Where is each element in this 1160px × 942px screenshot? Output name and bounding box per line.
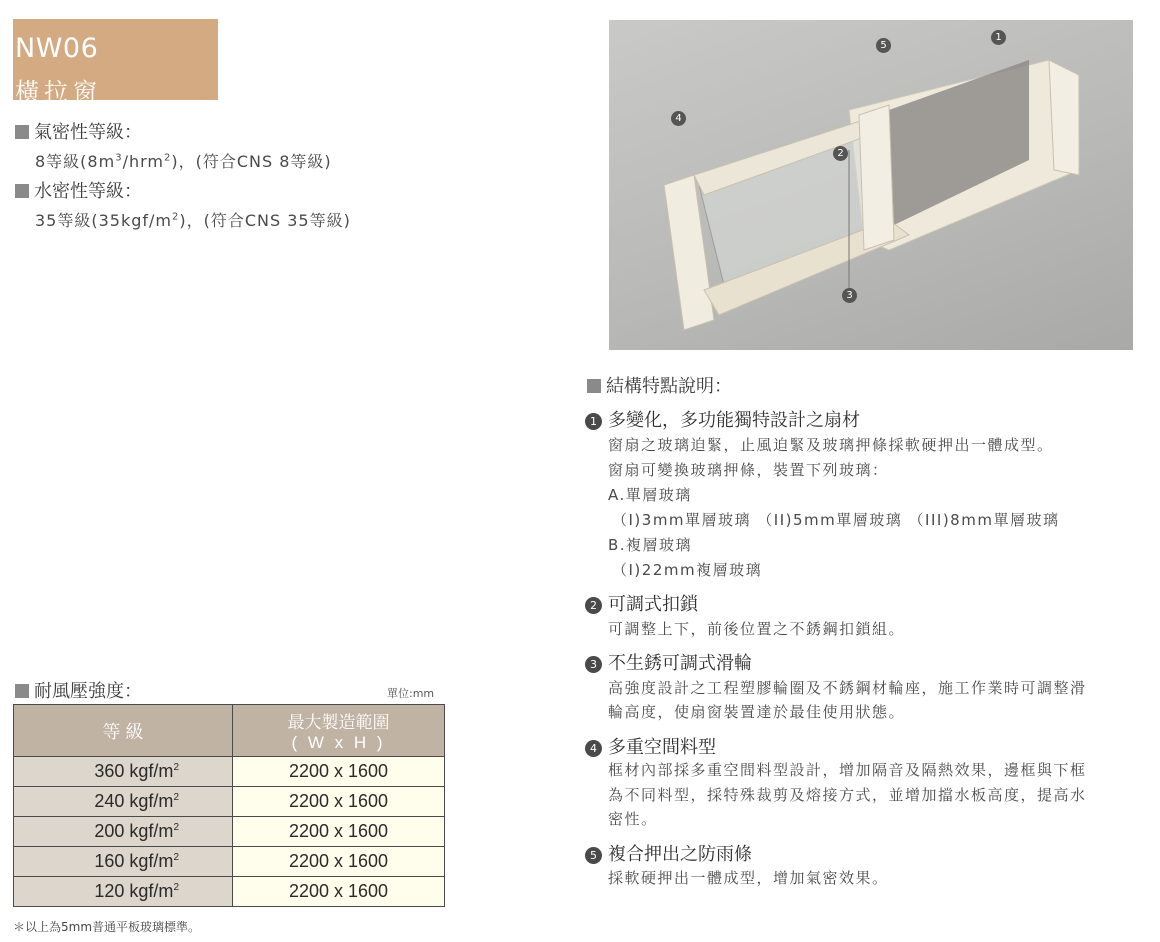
table-header-row — [14, 705, 445, 757]
size-cell: 2200 x 1600 — [233, 787, 445, 817]
window-illustration — [609, 20, 1133, 350]
square-bullet-icon — [587, 379, 601, 393]
feature-4-line: 密性。 — [608, 810, 658, 828]
callout-5-icon: 5 — [876, 38, 891, 53]
feature-3-line: 輪高度，使扇窗裝置達於最佳使用狀態。 — [608, 703, 906, 721]
callout-1-icon: 1 — [991, 30, 1006, 45]
feature-4-title: 4 多重空間料型 — [585, 733, 716, 759]
feature-1-line: （I)3mm單層玻璃 （II)5mm單層玻璃 （III)8mm單層玻璃 — [612, 511, 1060, 529]
product-code: NW06 — [15, 33, 99, 64]
airtight-value: 8等級$(8m^3/hrm^2)$，(符合CNS 8等級) — [35, 152, 332, 171]
grade-cell: 200 kgf/$m^2$ — [14, 817, 233, 847]
feature-3-title: 3 不生銹可調式滑輪 — [585, 649, 752, 675]
watertight-value: 35等級$(35kgf/m^2)$，(符合CNS 35等級) — [35, 211, 351, 230]
table-row — [14, 757, 445, 787]
feature-1-line: A.單層玻璃 — [608, 486, 692, 504]
size-cell: 2200 x 1600 — [233, 877, 445, 907]
number-3-icon: 3 — [585, 656, 602, 673]
size-cell: 2200 x 1600 — [233, 817, 445, 847]
size-cell: 2200 x 1600 — [233, 847, 445, 877]
feature-1-line: （I)22mm複層玻璃 — [612, 561, 763, 579]
title-banner — [13, 19, 218, 106]
number-2-icon: 2 — [585, 597, 602, 614]
square-bullet-icon — [15, 125, 29, 139]
square-bullet-icon — [15, 684, 29, 698]
callout-2-icon: 2 — [833, 146, 848, 161]
table-row — [14, 817, 445, 847]
table-row — [14, 847, 445, 877]
grade-cell: 160 kgf/$m^2$ — [14, 847, 233, 877]
feature-3-line: 高強度設計之工程塑膠輪圈及不銹鋼材輪座，施工作業時可調整滑 — [608, 679, 1087, 697]
table-row — [14, 787, 445, 817]
callout-3-icon: 3 — [842, 288, 857, 303]
feature-5-title: 5 複合押出之防雨條 — [585, 840, 752, 866]
grade-column-header: 等 級 — [14, 705, 233, 757]
square-bullet-icon — [15, 184, 29, 198]
wind-heading: 耐風壓強度： — [15, 677, 142, 703]
feature-2-title: 2 可調式扣鎖 — [585, 590, 698, 616]
feature-4-line: 為不同料型，採特殊裁剪及熔接方式，並增加擋水板高度，提高水 — [608, 786, 1087, 804]
number-4-icon: 4 — [585, 740, 602, 757]
feature-1-line: 窗扇可變換玻璃押條，裝置下列玻璃： — [608, 461, 889, 479]
window-cross-section-photo — [609, 20, 1133, 350]
feature-4-line: 框材內部採多重空間料型設計，增加隔音及隔熱效果，邊框與下框 — [608, 761, 1087, 779]
feature-2-line: 可調整上下，前後位置之不銹鋼扣鎖組。 — [608, 620, 906, 638]
unit-label: 單位:mm — [387, 687, 435, 700]
airtight-heading: 氣密性等級： — [15, 118, 142, 144]
product-name: 橫拉窗 — [15, 78, 102, 106]
grade-cell: 360 kgf/$m^2$ — [14, 757, 233, 787]
feature-1-title: 1 多變化，多功能獨特設計之扇材 — [585, 406, 860, 432]
feature-5-line: 採軟硬押出一體成型，增加氣密效果。 — [608, 869, 889, 887]
size-column-header: 最大製造範圍 ( W x H ) — [233, 705, 445, 757]
callout-4-icon: 4 — [671, 111, 686, 126]
table-row — [14, 877, 445, 907]
grade-cell: 240 kgf/$m^2$ — [14, 787, 233, 817]
table-footnote: ＊以上為5mm普通平板玻璃標準。 — [13, 920, 201, 934]
number-5-icon: 5 — [585, 847, 602, 864]
size-cell: 2200 x 1600 — [233, 757, 445, 787]
feature-1-line: B.複層玻璃 — [608, 536, 693, 554]
grade-cell: 120 kgf/$m^2$ — [14, 877, 233, 907]
features-heading: 結構特點說明： — [587, 372, 732, 398]
wind-pressure-table — [13, 704, 445, 907]
watertight-heading: 水密性等級： — [15, 177, 142, 203]
feature-1-line: 窗扇之玻璃迫緊，止風迫緊及玻璃押條採軟硬押出一體成型。 — [608, 436, 1054, 454]
number-1-icon: 1 — [585, 413, 602, 430]
